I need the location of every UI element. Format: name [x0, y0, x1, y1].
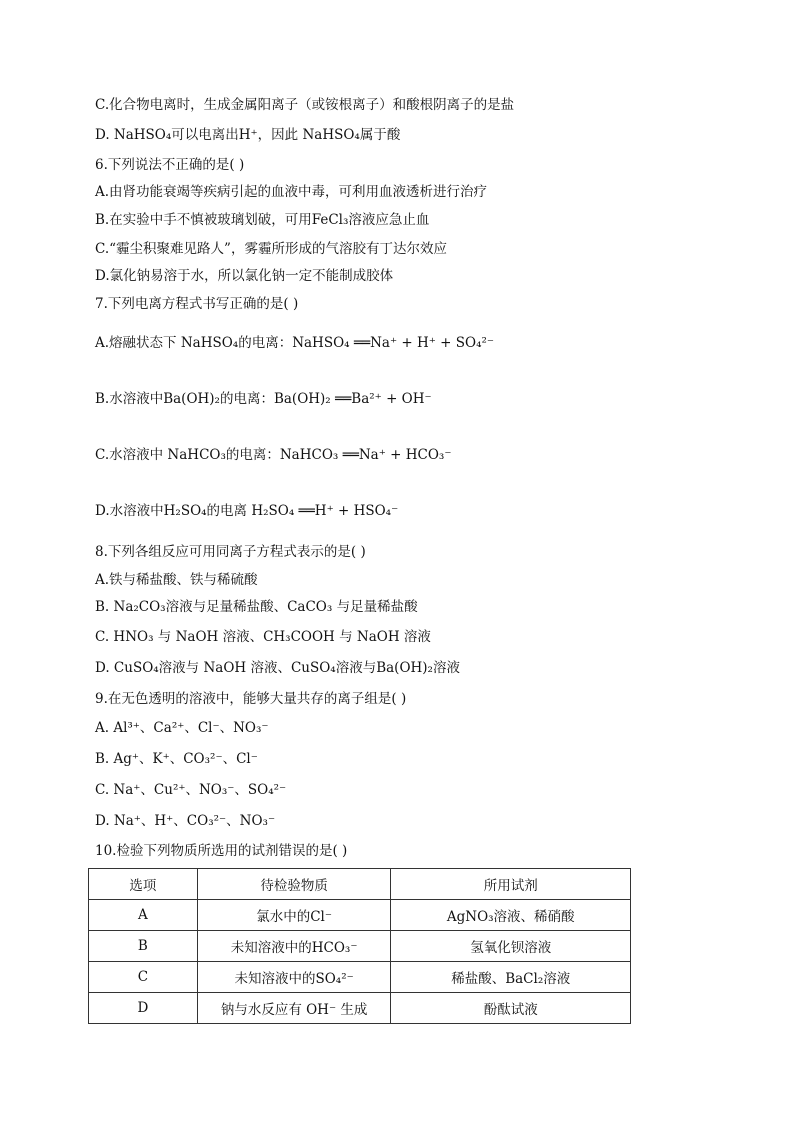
q5-option-c: C.化合物电离时，生成金属阳离子（或铵根离子）和酸根阴离子的是盐 — [95, 97, 515, 113]
q9-option-c: C. Na⁺、Cu²⁺、NO₃⁻、SO₄²⁻ — [95, 782, 287, 798]
row-option: C — [89, 962, 198, 993]
q5-option-d: D. NaHSO₄可以电离出H⁺，因此 NaHSO₄属于酸 — [95, 127, 401, 143]
q6-option-c: C.“霾尘积聚难见路人”，雾霾所形成的气溶胶有丁达尔效应 — [95, 241, 447, 257]
q7-option-a: A.熔融状态下 NaHSO₄的电离：NaHSO₄ ══Na⁺ + H⁺ + SO₄²⁻ — [95, 335, 495, 351]
q8-option-d: D. CuSO₄溶液与 NaOH 溶液、CuSO₄溶液与Ba(OH)₂溶液 — [95, 660, 460, 676]
header-substance: 待检验物质 — [197, 869, 391, 900]
q9-option-b: B. Ag⁺、K⁺、CO₃²⁻、Cl⁻ — [95, 751, 258, 767]
row-reagent: 氢氧化钡溶液 — [391, 931, 631, 962]
row-substance: 氯水中的Cl⁻ — [197, 900, 391, 931]
q6-option-d: D.氯化钠易溶于水，所以氯化钠一定不能制成胶体 — [95, 268, 394, 284]
question-10: 10.检验下列物质所选用的试剂错误的是( ) — [95, 843, 348, 859]
q6-option-b: B.在实验中手不慎被玻璃划破，可用FeCl₃溶液应急止血 — [95, 212, 430, 228]
question-8: 8.下列各组反应可用同离子方程式表示的是( ) — [95, 544, 366, 560]
row-reagent: AgNO₃溶液、稀硝酸 — [391, 900, 631, 931]
question-6: 6.下列说法不正确的是( ) — [95, 157, 245, 173]
row-substance: 钠与水反应有 OH⁻ 生成 — [197, 993, 391, 1024]
q6-option-a: A.由肾功能衰竭等疾病引起的血液中毒，可利用血液透析进行治疗 — [95, 184, 488, 200]
row-reagent: 酚酞试液 — [391, 993, 631, 1024]
row-option: D — [89, 993, 198, 1024]
row-option: B — [89, 931, 198, 962]
table-row — [89, 962, 631, 993]
q9-option-d: D. Na⁺、H⁺、CO₃²⁻、NO₃⁻ — [95, 813, 276, 829]
q8-option-b: B. Na₂CO₃溶液与足量稀盐酸、CaCO₃ 与足量稀盐酸 — [95, 599, 418, 615]
q7-option-d: D.水溶液中H₂SO₄的电离 H₂SO₄ ══H⁺ + HSO₄⁻ — [95, 503, 399, 519]
q9-option-a: A. Al³⁺、Ca²⁺、Cl⁻、NO₃⁻ — [95, 720, 269, 736]
table-header-row — [89, 869, 631, 900]
row-reagent: 稀盐酸、BaCl₂溶液 — [391, 962, 631, 993]
header-reagent: 所用试剂 — [391, 869, 631, 900]
header-option: 选项 — [89, 869, 198, 900]
q8-option-c: C. HNO₃ 与 NaOH 溶液、CH₃COOH 与 NaOH 溶液 — [95, 629, 431, 645]
reagent-table — [88, 868, 631, 1024]
row-substance: 未知溶液中的SO₄²⁻ — [197, 962, 391, 993]
question-7: 7.下列电离方程式书写正确的是( ) — [95, 296, 299, 312]
question-9: 9.在无色透明的溶液中，能够大量共存的离子组是( ) — [95, 691, 407, 707]
table-row — [89, 900, 631, 931]
row-option: A — [89, 900, 198, 931]
table-row — [89, 993, 631, 1024]
q7-option-b: B.水溶液中Ba(OH)₂的电离：Ba(OH)₂ ══Ba²⁺ + OH⁻ — [95, 391, 432, 407]
q7-option-c: C.水溶液中 NaHCO₃的电离：NaHCO₃ ══Na⁺ + HCO₃⁻ — [95, 447, 452, 463]
table-row — [89, 931, 631, 962]
q8-option-a: A.铁与稀盐酸、铁与稀硫酸 — [95, 572, 258, 588]
row-substance: 未知溶液中的HCO₃⁻ — [197, 931, 391, 962]
